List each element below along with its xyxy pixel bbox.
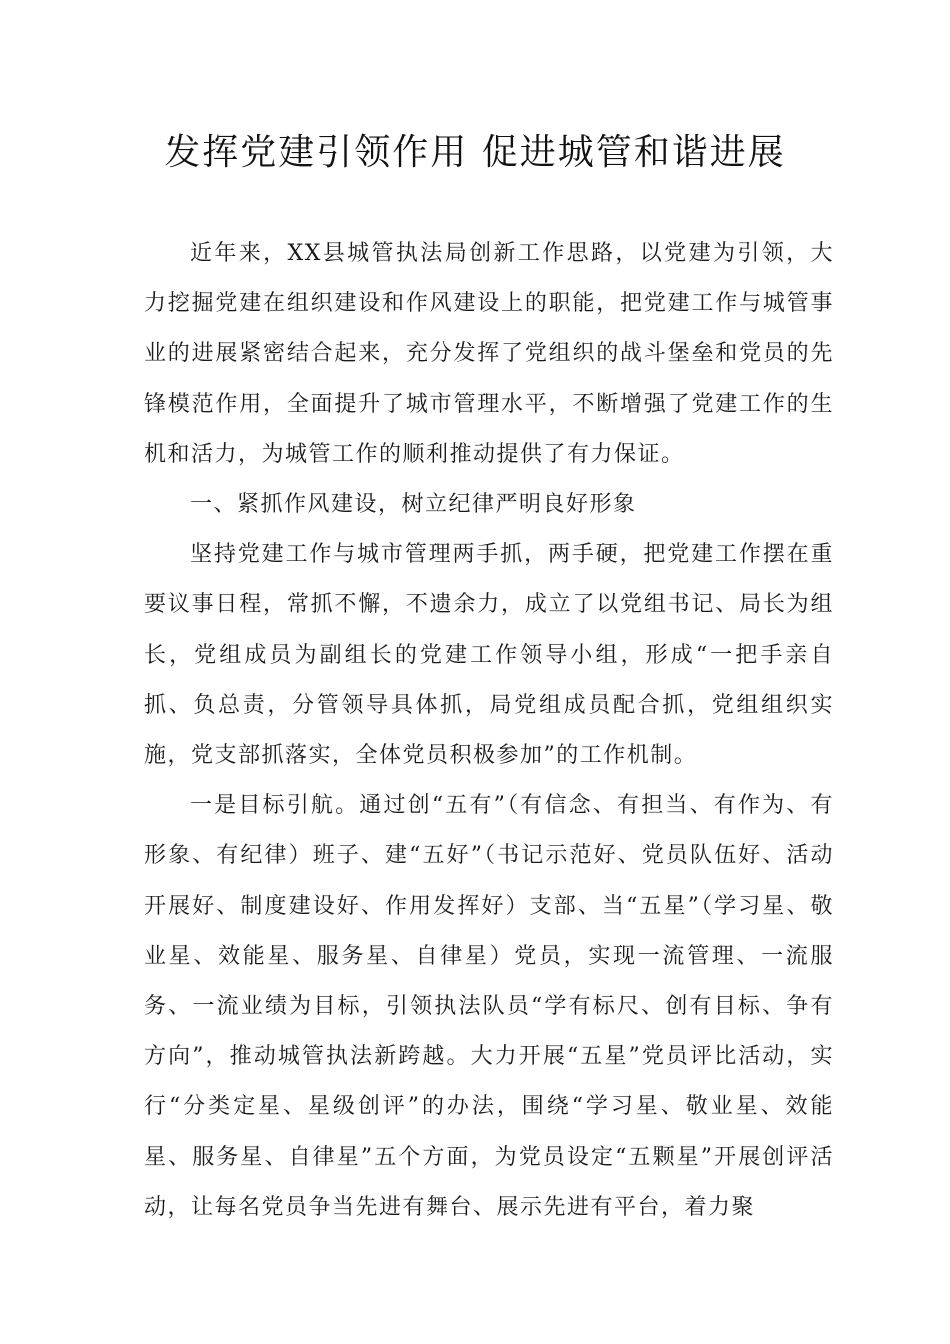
section-heading: 一、紧抓作风建设，树立纪律严明良好形象 [190,492,637,518]
document-title: 发挥党建引领作用 促进城管和谐进展 [164,132,786,173]
paragraph-mechanism: 坚持党建工作与城市管理两手抓，两手硬，把党建工作摆在重要议事日程，常抓不懈，不遗余力，成立了以党组书记、局长为组长，党组成员为副组长的党建工作领导小组，形成“一把手亲自抓、负总责，分管领导具体抓，局党组成员配合抓，党组组织实施，党支部抓落实，全体党员积极参加”的工作机制。 [144,542,834,769]
paragraph-goal-guidance: 一是目标引航。通过创“五有”（有信念、有担当、有作为、有形象、有纪律）班子、建“五好”（书记示范好、党员队伍好、活动开展好、制度建设好、作用发挥好）支部、当“五星”（学习星、敬业星、效能星、服务星、自律星）党员，实现一流管理、一流服务、一流业绩为目标，引领执法队员“学有标尺、创有目标、争有方向”，推动城管执法新跨越。大力开展“五星”党员评比活动，实行“分类定星、星级创评”的办法，围绕“学习星、敬业星、效能星、服务星、自律星”五个方面，为党员设定“五颗星”开展创评活动，让每名党员争当先进有舞台、展示先进有平台，着力聚 [144,793,834,1220]
paragraph-intro: 近年来，XX县城管执法局创新工作思路，以党建为引领，大力挖掘党建在组织建设和作风建设上的职能，把党建工作与城管事业的进展紧密结合起来，充分发挥了党组织的战斗堡垒和党员的先锋模范作用，全面提升了城市管理水平，不断增强了党建工作的生机和活力，为城管工作的顺利推动提供了有力保证。 [144,241,834,467]
document-body [144,229,834,1233]
